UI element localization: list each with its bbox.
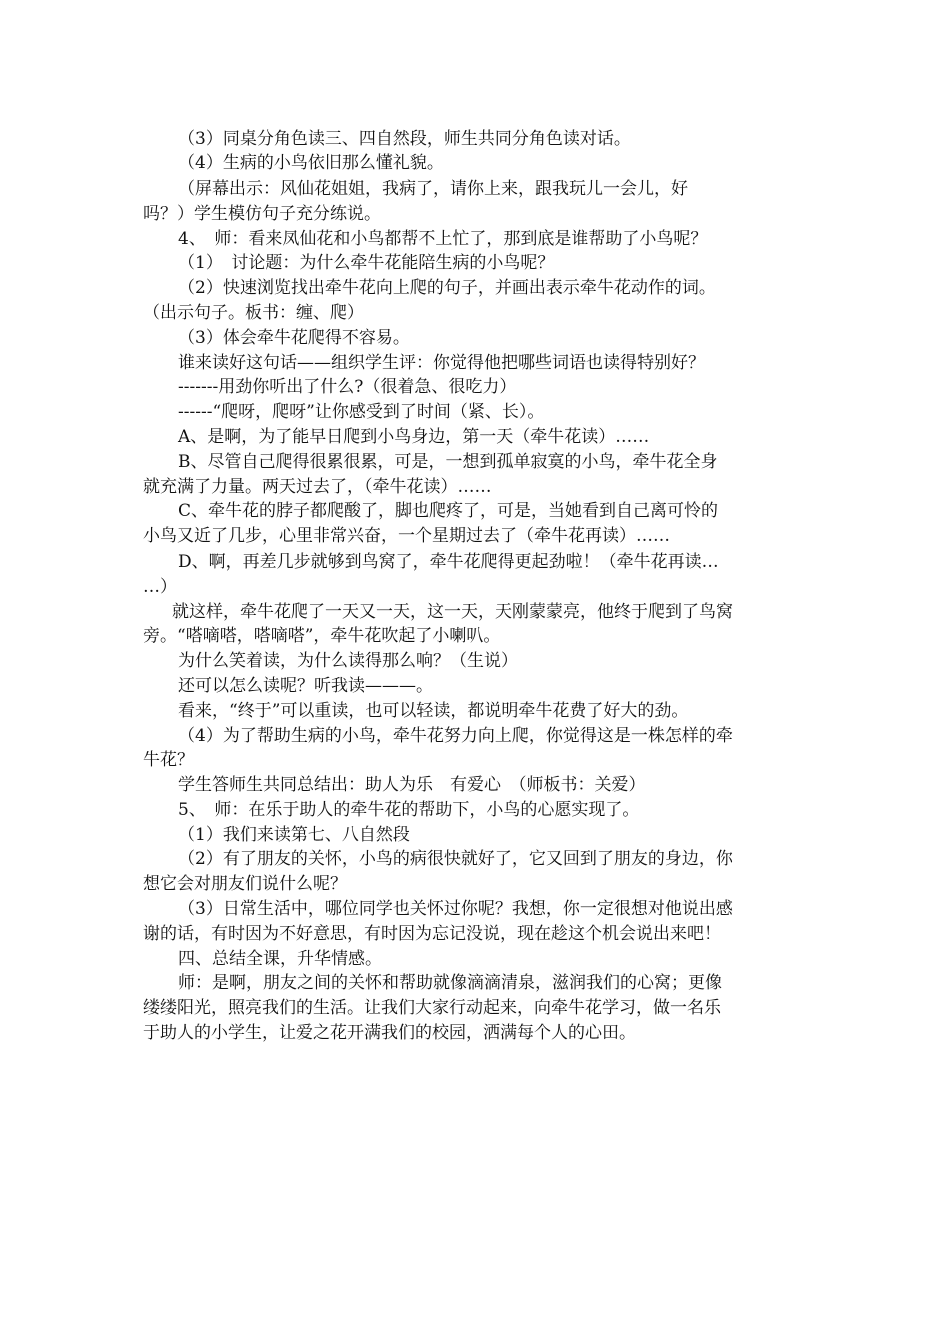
text-line: A、是啊，为了能早日爬到小鸟身边，第一天（牵牛花读）……	[178, 427, 650, 447]
text-line: 就充满了力量。两天过去了，（牵牛花读）……	[143, 477, 492, 497]
text-line: （1）我们来读第七、八自然段	[178, 825, 410, 845]
text-line: 5、 师：在乐于助人的牵牛花的帮助下，小鸟的心愿实现了。	[178, 800, 640, 820]
text-line: 还可以怎么读呢？听我读———。	[178, 676, 433, 696]
text-line: （1） 讨论题：为什么牵牛花能陪生病的小鸟呢？	[178, 253, 555, 273]
text-line: （3）日常生活中，哪位同学也关怀过你呢？我想，你一定很想对他说出感	[178, 899, 733, 919]
text-line: B、尽管自己爬得很累很累，可是，一想到孤单寂寞的小鸟，牵牛花全身	[178, 452, 718, 472]
text-line: （3）体会牵牛花爬得不容易。	[178, 328, 410, 348]
text-line: 谢的话，有时因为不好意思，有时因为忘记没说，现在趁这个机会说出来吧！	[143, 924, 721, 944]
text-line: ------“爬呀，爬呀”让你感受到了时间（紧、长）。	[178, 402, 545, 422]
text-line: （2）快速浏览找出牵牛花向上爬的句子，并画出表示牵牛花动作的词。	[178, 278, 716, 298]
text-line: 四、总结全课，升华情感。	[178, 949, 382, 969]
text-line: （屏幕出示：风仙花姐姐，我病了，请你上来，跟我玩儿一会儿，好	[178, 179, 688, 199]
text-line: -------用劲你听出了什么?（很着急、很吃力）	[178, 377, 517, 397]
text-line: 就这样，牵牛花爬了一天又一天，这一天，天刚蒙蒙亮，他终于爬到了鸟窝	[172, 602, 733, 622]
text-line: 牛花？	[143, 750, 194, 770]
text-line: 4、 师：看来凤仙花和小鸟都帮不上忙了，那到底是谁帮助了小鸟呢？	[178, 229, 708, 249]
text-line: C、牵牛花的脖子都爬酸了，脚也爬疼了，可是，当她看到自己离可怜的	[178, 501, 719, 521]
text-line: （4）生病的小鸟依旧那么懂礼貌。	[178, 153, 444, 173]
text-line: 为什么笑着读，为什么读得那么响？（生说）	[178, 651, 518, 671]
text-line: 想它会对朋友们说什么呢？	[143, 874, 347, 894]
text-line: D、啊，再差几步就够到鸟窝了，牵牛花爬得更起劲啦！（牵牛花再读…	[178, 552, 719, 572]
text-line: 学生答师生共同总结出：助人为乐 有爱心 （师板书：关爱）	[178, 775, 646, 795]
text-line: （2）有了朋友的关怀，小鸟的病很快就好了，它又回到了朋友的身边，你	[178, 849, 733, 869]
text-line: 缕缕阳光，照亮我们的生活。让我们大家行动起来，向牵牛花学习，做一名乐	[143, 998, 721, 1018]
text-line: （4）为了帮助生病的小鸟，牵牛花努力向上爬，你觉得这是一株怎样的牵	[178, 726, 733, 746]
text-line: （出示句子。板书：缠、爬）	[143, 303, 364, 323]
text-line: 于助人的小学生，让爱之花开满我们的校园，洒满每个人的心田。	[143, 1023, 636, 1043]
text-line: 看来，“终于”可以重读，也可以轻读，都说明牵牛花费了好大的劲。	[178, 701, 689, 721]
text-line: …）	[143, 577, 177, 597]
text-line: 吗？）学生模仿句子充分练说。	[143, 204, 381, 224]
text-line: 小鸟又近了几步，心里非常兴奋，一个星期过去了（牵牛花再读）……	[143, 526, 670, 546]
text-line: 师：是啊，朋友之间的关怀和帮助就像滴滴清泉，滋润我们的心窝；更像	[178, 973, 722, 993]
text-line: 旁。“嗒嘀嗒，嗒嘀嗒”，牵牛花吹起了小喇叭。	[143, 626, 501, 646]
text-line: （3）同桌分角色读三、四自然段，师生共同分角色读对话。	[178, 129, 631, 149]
text-line: 谁来读好这句话——组织学生评：你觉得他把哪些词语也读得特别好？	[178, 353, 705, 373]
